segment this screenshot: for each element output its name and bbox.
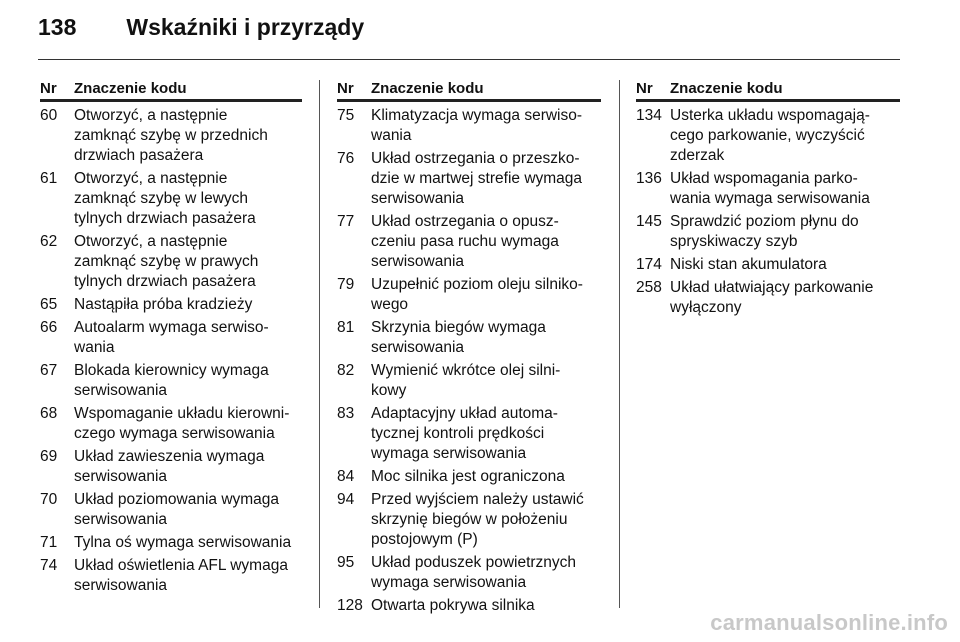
- code-meaning: Adaptacyjny układ automa- tycznej kontroli prędkości wymaga serwisowania: [371, 405, 558, 462]
- code-meaning: Układ wspomagania parko- wania wymaga serwisowania: [670, 170, 870, 207]
- code-meaning: Moc silnika jest ograniczona: [371, 468, 565, 485]
- code-number: 83: [337, 405, 355, 422]
- code-meaning: Tylna oś wymaga serwisowania: [74, 534, 292, 551]
- table-row: [40, 318, 302, 358]
- header-nr: Nr: [337, 80, 354, 97]
- code-meaning: Skrzynia biegów wymaga serwisowania: [371, 319, 546, 356]
- code-number: 67: [40, 362, 58, 379]
- table-row: [337, 275, 601, 315]
- column-separator: [319, 80, 320, 608]
- header-meaning: Znaczenie kodu: [670, 80, 783, 97]
- code-number: 74: [40, 557, 58, 574]
- table-row: [40, 295, 302, 315]
- code-number: 84: [337, 468, 355, 485]
- code-meaning: Układ ostrzegania o opusz- czeniu pasa ruchu wymaga serwisowania: [371, 213, 559, 270]
- code-number: 82: [337, 362, 355, 379]
- table-row: [636, 278, 900, 318]
- code-number: 65: [40, 296, 58, 313]
- code-meaning: Układ poziomowania wymaga serwisowania: [74, 491, 280, 528]
- page-header: [38, 14, 364, 41]
- table-row: [636, 212, 900, 252]
- table-row: [337, 149, 601, 209]
- header-nr: Nr: [40, 80, 57, 97]
- code-number: 60: [40, 107, 58, 124]
- code-number: 128: [337, 597, 363, 614]
- code-meaning: Niski stan akumulatora: [670, 256, 827, 273]
- code-meaning: Układ oświetlenia AFL wymaga serwisowania: [74, 557, 288, 594]
- code-meaning: Układ ostrzegania o przeszko- dzie w martwej strefie wymaga serwisowania: [371, 150, 583, 207]
- table-row: [337, 596, 601, 616]
- table-row: [40, 106, 302, 166]
- table-row: [40, 404, 302, 444]
- table-row: [337, 490, 601, 550]
- table-row: [636, 169, 900, 209]
- table-row: [636, 106, 900, 166]
- column-header: [636, 80, 900, 102]
- code-meaning: Otworzyć, a następnie zamknąć szybę w lewych tylnych drzwiach pasażera: [74, 170, 256, 227]
- table-row: [337, 212, 601, 272]
- code-meaning: Układ ułatwiający parkowanie wyłączony: [670, 279, 874, 316]
- table-row: [337, 404, 601, 464]
- table-row: [40, 232, 302, 292]
- code-meaning: Wymienić wkrótce olej silni- kowy: [371, 362, 561, 399]
- code-number: 75: [337, 107, 355, 124]
- code-meaning: Otworzyć, a następnie zamknąć szybę w prawych tylnych drzwiach pasażera: [74, 233, 259, 290]
- table-row: [636, 255, 900, 275]
- table-row: [40, 533, 302, 553]
- code-number: 174: [636, 256, 662, 273]
- code-meaning: Nastąpiła próba kradzieży: [74, 296, 253, 313]
- code-meaning: Wspomaganie układu kierowni- czego wymaga serwisowania: [74, 405, 290, 442]
- table-row: [40, 490, 302, 530]
- code-number: 77: [337, 213, 355, 230]
- page-title: Wskaźniki i przyrządy: [126, 14, 365, 40]
- code-number: 95: [337, 554, 355, 571]
- code-table-column-1: [40, 80, 302, 596]
- column-header: [337, 80, 601, 102]
- code-number: 70: [40, 491, 58, 508]
- table-row: [40, 169, 302, 229]
- table-row: [337, 318, 601, 358]
- code-meaning: Otwarta pokrywa silnika: [371, 597, 535, 614]
- code-number: 66: [40, 319, 58, 336]
- code-number: 71: [40, 534, 58, 551]
- watermark: carmanualsonline.info: [710, 610, 948, 635]
- table-row: [337, 553, 601, 593]
- header-meaning: Znaczenie kodu: [371, 80, 484, 97]
- column-separator: [619, 80, 620, 608]
- code-number: 61: [40, 170, 58, 187]
- code-number: 145: [636, 213, 662, 230]
- code-meaning: Sprawdzić poziom płynu do spryskiwaczy szyb: [670, 213, 859, 250]
- code-table-column-3: [636, 80, 900, 318]
- code-meaning: Układ zawieszenia wymaga serwisowania: [74, 448, 265, 485]
- code-number: 136: [636, 170, 662, 187]
- code-number: 81: [337, 319, 355, 336]
- code-meaning: Usterka układu wspomagają- cego parkowanie, wyczyścić zderzak: [670, 107, 870, 164]
- column-header: [40, 80, 302, 102]
- table-row: [337, 106, 601, 146]
- code-meaning: Przed wyjściem należy ustawić skrzynię biegów w położeniu postojowym (P): [371, 491, 584, 548]
- code-table-column-2: [337, 80, 601, 616]
- table-row: [337, 467, 601, 487]
- code-meaning: Uzupełnić poziom oleju silniko- wego: [371, 276, 583, 313]
- code-meaning: Blokada kierownicy wymaga serwisowania: [74, 362, 269, 399]
- page-number: 138: [38, 14, 77, 40]
- table-row: [337, 361, 601, 401]
- code-number: 76: [337, 150, 355, 167]
- code-number: 258: [636, 279, 662, 296]
- code-number: 94: [337, 491, 355, 508]
- code-number: 69: [40, 448, 58, 465]
- code-number: 134: [636, 107, 662, 124]
- code-meaning: Otworzyć, a następnie zamknąć szybę w przednich drzwiach pasażera: [74, 107, 268, 164]
- table-row: [40, 361, 302, 401]
- code-number: 68: [40, 405, 58, 422]
- code-number: 79: [337, 276, 355, 293]
- header-rule: [38, 59, 900, 60]
- code-meaning: Klimatyzacja wymaga serwiso- wania: [371, 107, 583, 144]
- code-meaning: Układ poduszek powietrznych wymaga serwisowania: [371, 554, 577, 591]
- code-meaning: Autoalarm wymaga serwiso- wania: [74, 319, 269, 356]
- table-row: [40, 447, 302, 487]
- code-number: 62: [40, 233, 58, 250]
- header-meaning: Znaczenie kodu: [74, 80, 187, 97]
- header-nr: Nr: [636, 80, 653, 97]
- table-row: [40, 556, 302, 596]
